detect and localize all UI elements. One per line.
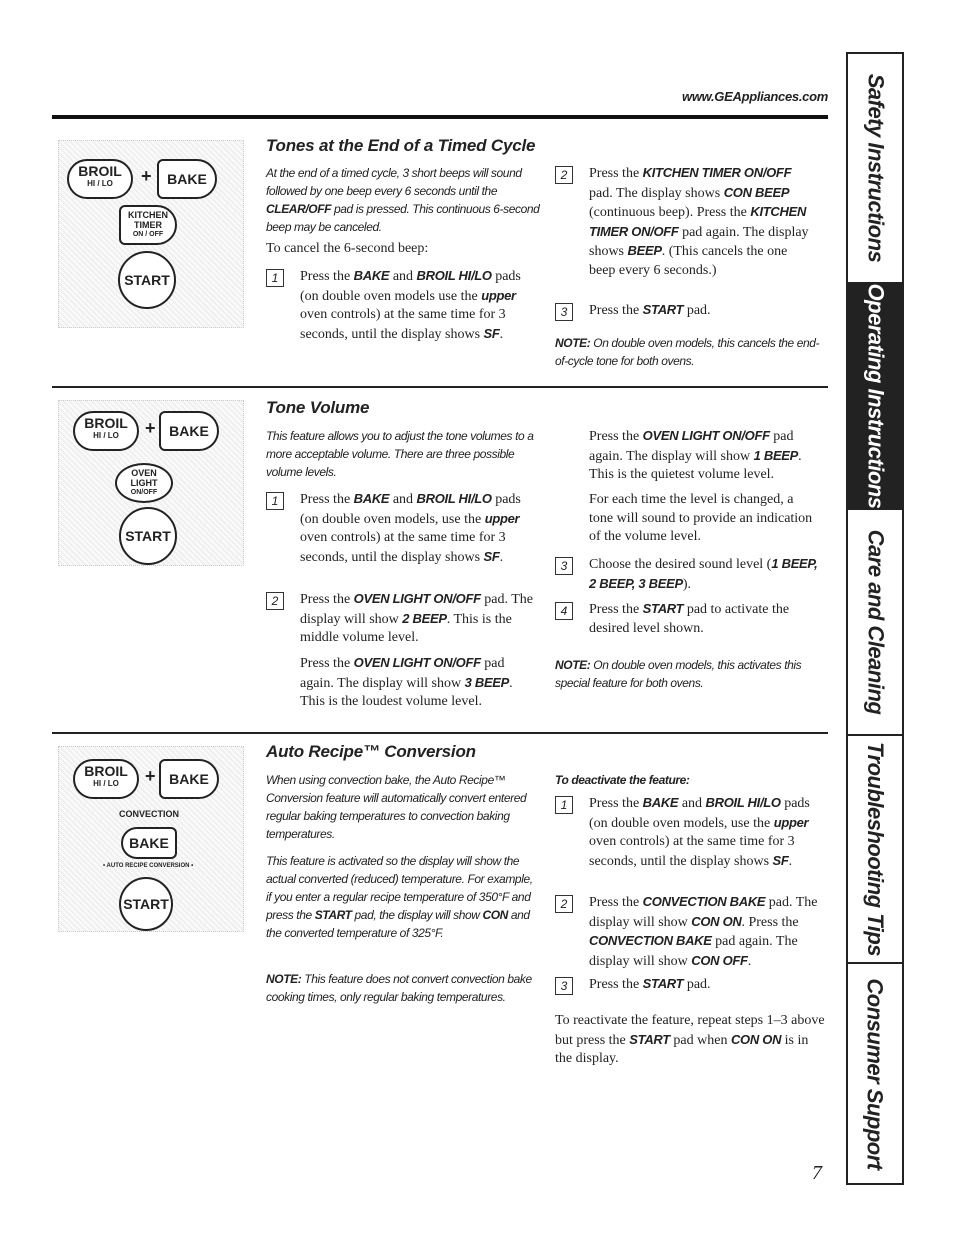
auto-step-1: 1 Press the BAKE and BROIL HI/LO pads (on double oven models, use the upper oven controls) at the same time for 3 seconds, until the display shows SF.	[555, 794, 823, 871]
volume-step-2: 2 Press the OVEN LIGHT ON/OFF pad. The display will show 2 BEEP. This is the middle volume level.	[266, 590, 540, 648]
bake-pad	[159, 411, 219, 451]
volume-each-text: For each time the level is changed, a tone will sound to provide an indication of the volume level.	[589, 492, 813, 544]
kitchen-timer-label: KITCHEN TIMER	[128, 210, 168, 230]
timed-step-1: 1 Press the BAKE and BROIL HI/LO pads (on double oven models use the upper oven controls) at the same time for 3 seconds, until the display shows SF.	[266, 267, 540, 344]
auto-recipe-label: • AUTO RECIPE CONVERSION •	[103, 863, 194, 869]
tab-consumer-support[interactable]: Consumer Support	[863, 977, 889, 1170]
step-number: 4	[555, 602, 573, 620]
broil-sub-label: HI / LO	[93, 431, 119, 440]
auto-reactivate-text: To reactivate the feature, repeat steps 1–3 above but press the START pad when CON ON is in the display.	[555, 1013, 825, 1066]
start-pad: START	[118, 251, 176, 309]
timed-intro: At the end of a timed cycle, 3 short beeps will sound followed by one beep every 6 seconds until the CLEAR/OFF pad is pressed. This continuous 6-second beep may be canceled.	[266, 166, 540, 234]
step-number: 1	[266, 492, 284, 510]
timed-cycle-illustration	[58, 140, 244, 328]
auto-recipe-intro: When using convection bake, the Auto Recipe™ Conversion feature will automatically convert entered regular baking temperatures to convection baking temperatures.	[266, 773, 527, 841]
auto-recipe-note: NOTE: This feature does not convert convection bake cooking times, only regular baking temperatures.	[266, 972, 532, 1004]
tab-operating-instructions[interactable]: Operating Instructions	[848, 284, 902, 508]
section-tabs	[846, 52, 904, 1185]
auto-recipe-illustration	[58, 746, 244, 932]
section-title-timed: Tones at the End of a Timed Cycle	[266, 136, 536, 155]
step-number: 1	[555, 796, 573, 814]
step-number: 2	[555, 895, 573, 913]
plus-sign: +	[141, 166, 152, 186]
tab-care-and-cleaning[interactable]: Care and Cleaning	[863, 529, 888, 715]
convection-label: CONVECTION	[119, 809, 180, 819]
kitchen-timer-pad	[119, 205, 177, 245]
section-divider	[52, 386, 828, 388]
oven-light-label: OVEN LIGHT	[130, 468, 158, 488]
timed-step-2: 2 Press the KITCHEN TIMER ON/OFF pad. The display shows CON BEEP (continuous beep). Press the KITCHEN TIMER ON/OFF pad again. The display shows BEEP. (This cancels the one beep every 6 seconds.)	[555, 164, 813, 280]
auto-step-2: 2 Press the CONVECTION BAKE pad. The display will show CON ON. Press the CONVECTION BAKE pad again. The display will show CON OFF.	[555, 893, 823, 971]
tab-troubleshooting-tips[interactable]: Troubleshooting Tips	[863, 741, 889, 957]
step-number: 2	[555, 166, 573, 184]
broil-pad	[67, 159, 133, 199]
volume-loudest-text: Press the OVEN LIGHT ON/OFF pad again. The display will show 3 BEEP. This is the loudest volume level.	[300, 655, 513, 709]
deactivate-heading: To deactivate the feature:	[555, 773, 690, 787]
volume-note: NOTE: On double oven models, this activates this special feature for both ovens.	[555, 658, 802, 690]
volume-intro: This feature allows you to adjust the tone volumes to a more acceptable volume. There are three possible volume levels.	[266, 429, 534, 479]
tone-volume-illustration	[58, 400, 244, 566]
convection-bake-label: BAKE	[129, 835, 169, 851]
timed-step-3: 3 Press the START pad.	[555, 301, 813, 321]
broil-label: BROIL	[78, 163, 122, 179]
bake-pad	[159, 759, 219, 799]
section-title-volume: Tone Volume	[266, 398, 370, 417]
page-number: 7	[812, 1162, 822, 1184]
step-number: 1	[266, 269, 284, 287]
step-number: 2	[266, 592, 284, 610]
volume-quietest-text: Press the OVEN LIGHT ON/OFF pad again. The display will show 1 BEEP. This is the quietest volume level.	[589, 428, 802, 482]
section-divider	[52, 732, 828, 734]
step-number: 3	[555, 303, 573, 321]
convection-bake-pad	[121, 827, 177, 859]
timed-cancel-text: To cancel the 6-second beep:	[266, 241, 429, 256]
bake-label: BAKE	[169, 423, 209, 439]
volume-step-1: 1 Press the BAKE and BROIL HI/LO pads (on double oven models, use the upper oven controls) at the same time for 3 seconds, until the display shows SF.	[266, 490, 540, 567]
website-url: www.GEAppliances.com	[682, 89, 828, 104]
timed-note: NOTE: On double oven models, this cancels the end-of-cycle tone for both ovens.	[555, 336, 820, 368]
broil-pad	[73, 411, 139, 451]
tab-safety-instructions[interactable]: Safety Instructions	[863, 73, 889, 263]
section-title-auto-recipe: Auto Recipe™ Conversion	[266, 742, 476, 761]
auto-step-3: 3 Press the START pad.	[555, 975, 823, 995]
oven-light-sub-label: ON/OFF	[130, 489, 158, 496]
plus-sign: +	[145, 418, 156, 438]
bake-label: BAKE	[169, 771, 209, 787]
oven-light-pad	[115, 463, 173, 503]
broil-sub-label: HI / LO	[87, 179, 113, 188]
step-number: 3	[555, 977, 573, 995]
bake-label: BAKE	[167, 171, 207, 187]
broil-label: BROIL	[84, 763, 128, 779]
broil-pad	[73, 759, 139, 799]
bake-pad	[157, 159, 217, 199]
broil-label: BROIL	[84, 415, 128, 431]
plus-sign: +	[145, 766, 156, 786]
top-rule	[52, 115, 828, 119]
auto-recipe-example: This feature is activated so the display will show the actual converted (reduced) temperature. For example, if you enter a regular recipe temperature of 350°F and press the START pad, the display will show CON and the converted temperature of 325°F.	[266, 854, 533, 940]
kitchen-timer-sub-label: ON / OFF	[132, 231, 164, 238]
volume-step-4: 4 Press the START pad to activate the desired level shown.	[555, 600, 823, 638]
step-number: 3	[555, 557, 573, 575]
start-pad: START	[119, 877, 173, 931]
start-pad: START	[119, 507, 177, 565]
volume-step-3: 3 Choose the desired sound level (1 BEEP, 2 BEEP, 3 BEEP).	[555, 555, 823, 594]
broil-sub-label: HI / LO	[93, 779, 119, 788]
